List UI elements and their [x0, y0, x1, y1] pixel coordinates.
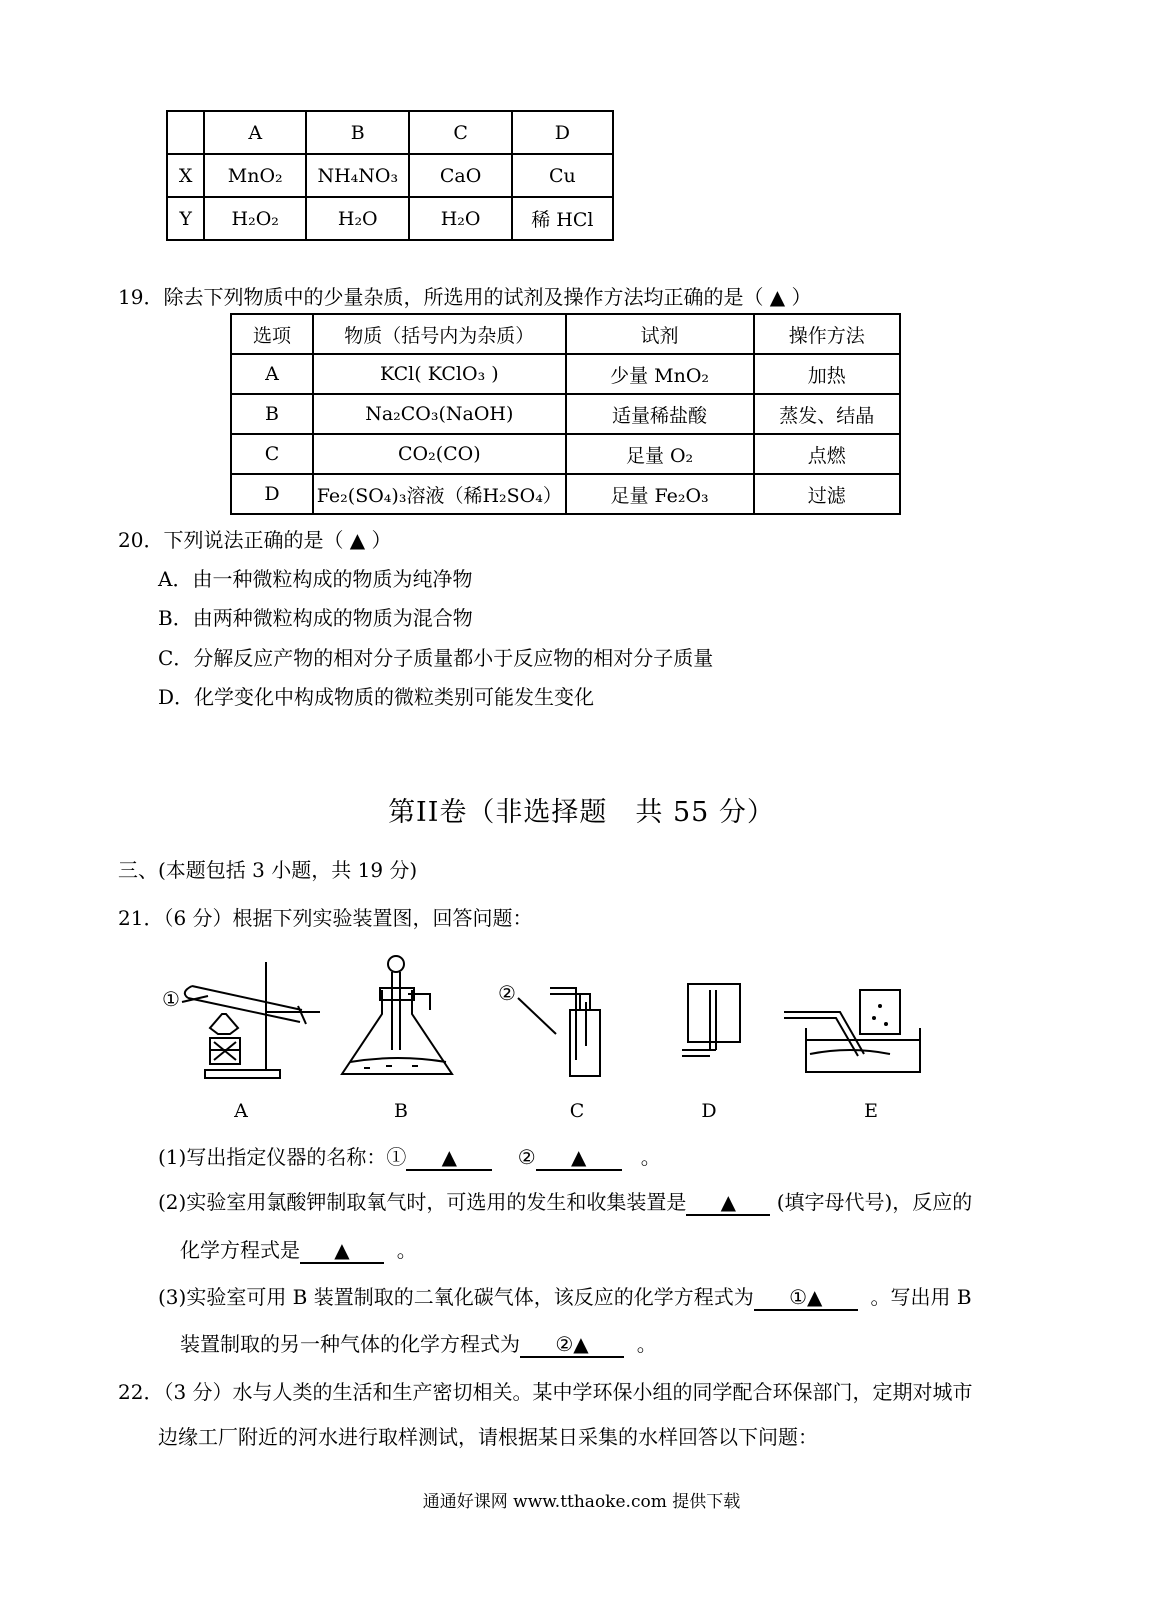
row-label: X — [167, 154, 204, 197]
option-c: C．分解反应产物的相对分子质量都小于反应物的相对分子质量 — [158, 646, 714, 670]
apparatus-b — [342, 956, 452, 1074]
apparatus-c — [550, 988, 600, 1076]
sub-1-text: (1)写出指定仪器的名称：① — [158, 1145, 407, 1169]
apparatus-e — [784, 990, 920, 1072]
apparatus-d — [682, 984, 740, 1056]
table-cell: H₂O — [409, 197, 511, 240]
answer-blank[interactable]: ▲ — [300, 1238, 384, 1264]
table-cell: 适量稀盐酸 — [566, 394, 754, 434]
table-cell: 过滤 — [754, 474, 900, 514]
sub-2-text-b: (填字母代号)，反应的 — [770, 1190, 973, 1214]
sub-3-text-b: 。写出用 B — [870, 1285, 972, 1309]
option-d: D．化学变化中构成物质的微粒类别可能发生变化 — [158, 685, 595, 709]
apparatus-label-c: C — [569, 1100, 585, 1122]
table-row — [231, 354, 900, 394]
table-header-cell: D — [512, 111, 613, 154]
option-a: A．由一种微粒构成的物质为纯净物 — [158, 567, 473, 591]
table-header-cell: B — [306, 111, 409, 154]
table-header-cell — [167, 111, 204, 154]
sub-question-3-line2 — [180, 1328, 657, 1358]
table-cell: Cu — [512, 154, 613, 197]
question-20: 20．下列说法正确的是（ ▲ ） — [118, 528, 392, 552]
sub-3-text: (3)实验室可用 B 装置制取的二氧化碳气体，该反应的化学方程式为 — [158, 1285, 754, 1309]
page-footer: 通通好课网 www.tthaoke.com 提供下载 — [422, 1492, 741, 1512]
table-cell: CaO — [409, 154, 511, 197]
table-cell: NH₄NO₃ — [306, 154, 409, 197]
table-cell: 少量 MnO₂ — [566, 354, 754, 394]
table-cell: KCl( KClO₃ ) — [313, 354, 565, 394]
table-row — [167, 197, 613, 240]
answer-blank[interactable]: ▲ — [536, 1145, 622, 1171]
answer-blank[interactable]: ②▲ — [520, 1332, 624, 1358]
marker-1: ① — [162, 987, 180, 1011]
sub-1-end: 。 — [640, 1145, 661, 1169]
answer-blank[interactable]: ▲ — [406, 1145, 492, 1171]
question-22-line2: 边缘工厂附近的河水进行取样测试，请根据某日采集的水样回答以下问题： — [158, 1425, 818, 1449]
table-cell: CO₂(CO) — [313, 434, 565, 474]
marker-2: ② — [498, 981, 516, 1005]
apparatus-label-b: B — [394, 1100, 408, 1122]
section-3-heading: 三、(本题包括 3 小题，共 19 分) — [118, 858, 418, 882]
sub-question-3-line1 — [158, 1281, 972, 1311]
table-header-cell: 物质（括号内为杂质） — [313, 314, 565, 354]
table-header-cell: 选项 — [231, 314, 313, 354]
table-cell: D — [231, 474, 313, 514]
table-cell: 点燃 — [754, 434, 900, 474]
row-label: Y — [167, 197, 204, 240]
table-header-cell: C — [409, 111, 511, 154]
table-row — [231, 394, 900, 434]
table-header-cell: 试剂 — [566, 314, 754, 354]
sub-2-text: (2)实验室用氯酸钾制取氧气时，可选用的发生和收集装置是 — [158, 1190, 687, 1214]
table-cell: Fe₂(SO₄)₃溶液（稀H₂SO₄） — [313, 474, 565, 514]
table-cell: 稀 HCl — [512, 197, 613, 240]
purification-table-19 — [230, 313, 901, 515]
sub-3-end: 。 — [636, 1332, 657, 1356]
table-cell: H₂O₂ — [204, 197, 306, 240]
question-22-line1: 22．（3 分）水与人类的生活和生产密切相关。某中学环保小组的同学配合环保部门，定期对城市 — [118, 1380, 973, 1404]
table-cell: Na₂CO₃(NaOH) — [313, 394, 565, 434]
apparatus-label-e: E — [864, 1100, 878, 1122]
table-cell: 足量 O₂ — [566, 434, 754, 474]
table-cell: B — [231, 394, 313, 434]
answer-blank[interactable]: ①▲ — [754, 1285, 858, 1311]
sub-question-2-line2 — [180, 1234, 417, 1264]
table-cell: 蒸发、结晶 — [754, 394, 900, 434]
answer-blank[interactable]: ▲ — [686, 1190, 770, 1216]
option-b: B．由两种微粒构成的物质为混合物 — [158, 606, 473, 630]
table-header-cell: 操作方法 — [754, 314, 900, 354]
sub-question-1 — [158, 1141, 661, 1171]
table-header-cell: A — [204, 111, 306, 154]
sub-1-marker-2: ② — [517, 1145, 536, 1169]
sub-3-text-c: 装置制取的另一种气体的化学方程式为 — [180, 1332, 520, 1356]
table-cell: 足量 Fe₂O₃ — [566, 474, 754, 514]
apparatus-label-a: A — [234, 1100, 248, 1122]
apparatus-label-d: D — [701, 1100, 717, 1122]
table-cell: MnO₂ — [204, 154, 306, 197]
question-21: 21．（6 分）根据下列实验装置图，回答问题： — [118, 906, 533, 930]
question-19: 19．除去下列物质中的少量杂质，所选用的试剂及操作方法均正确的是（ ▲ ） — [118, 285, 812, 309]
apparatus-a — [185, 962, 320, 1078]
sub-2-text-c: 化学方程式是 — [180, 1238, 300, 1262]
sub-question-2-line1 — [158, 1186, 972, 1216]
apparatus-diagram — [150, 950, 940, 1095]
table-cell: 加热 — [754, 354, 900, 394]
table-row — [231, 474, 900, 514]
table-cell: A — [231, 354, 313, 394]
options-table-18 — [166, 110, 614, 241]
table-row — [231, 434, 900, 474]
table-cell: C — [231, 434, 313, 474]
sub-2-end: 。 — [396, 1238, 417, 1262]
table-cell: H₂O — [306, 197, 409, 240]
part-2-title: 第II卷（非选择题 共 55 分） — [388, 797, 775, 828]
table-row — [167, 154, 613, 197]
